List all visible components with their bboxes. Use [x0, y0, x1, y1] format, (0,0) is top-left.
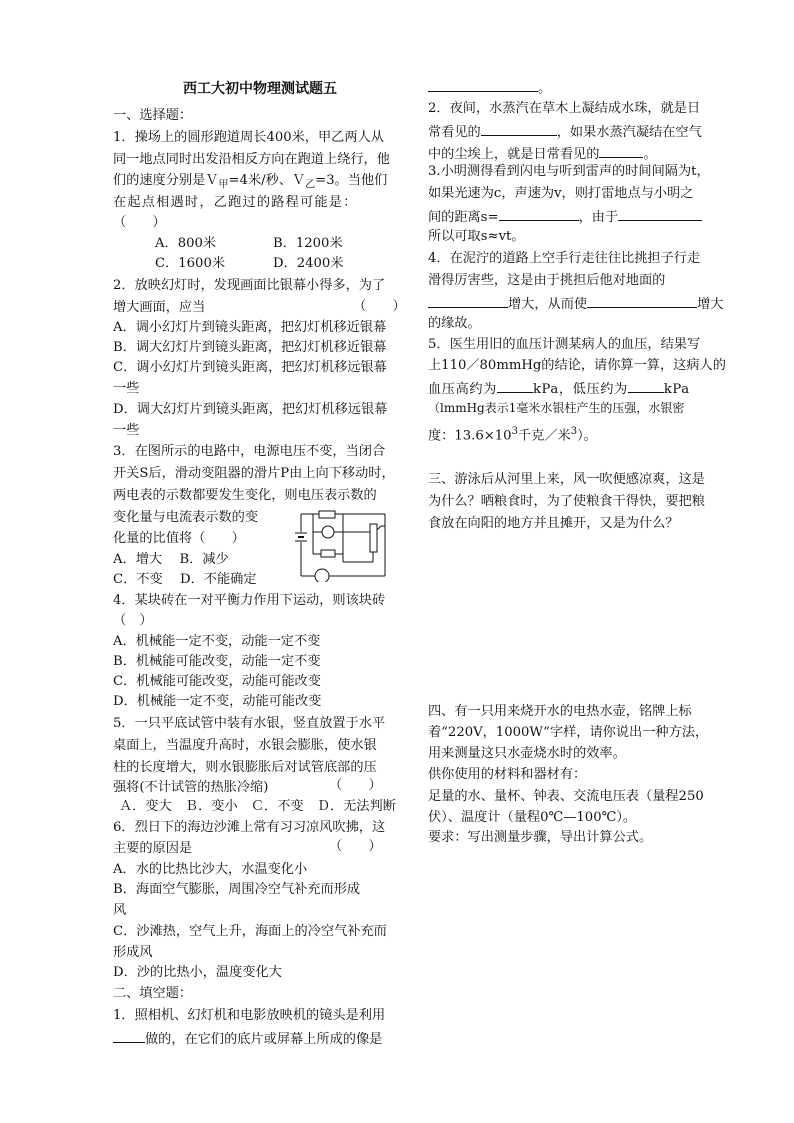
fill-q5-line: 度：$13.6\times 10^3$千克／米$^3$）。 [428, 426, 597, 444]
section-heading-choice: 一、选择题： [113, 108, 193, 123]
section4-line: 四、有一只用来烧开水的电热水壶，铭牌上标 [428, 704, 692, 719]
q2-option-d-cont: 一些 [113, 423, 140, 438]
q6-option-c: C．沙滩热，空气上升，海面上的冷空气补充而 [113, 924, 387, 939]
q3-line: 变化量与电流表示数的变 [113, 510, 259, 525]
section3-line: 为什么？晒粮食时，为了使粮食干得快，要把粮 [428, 494, 705, 509]
section-heading-fill: 二、填空题： [113, 986, 193, 1001]
fill-q2-line: 2．夜间，水蒸汽在草木上凝结成水珠，就是日 [428, 101, 701, 116]
blank-line [628, 379, 664, 393]
q2-line: 2．放映幻灯时，发现画面比银幕小得多，为了 [113, 278, 386, 293]
blank-line [587, 294, 697, 308]
section4-line: 足量的水、量杯、钟表、交流电压表（量程250 [428, 789, 704, 804]
fill-q3-line: 所以可取s≈vt。 [428, 229, 525, 244]
q4-option-d: D．机械能一定不变，动能可能改变 [113, 694, 322, 709]
fill-q4-line: 的缘故。 [428, 316, 481, 331]
section4-line: 伏）、温度计（量程0℃—100℃）。 [428, 810, 637, 825]
blank-line [499, 207, 579, 221]
q2-line: 增大画面，应当 [113, 300, 206, 315]
fill-q5-line: 血压高约为 kPa，低压约为 kPa [428, 379, 690, 399]
q5-options: Ａ．变大 Ｂ．变小 Ｃ．不变 Ｄ．无法判断 [119, 799, 396, 814]
q4-option-c: C．机械能可能改变，动能可能改变 [113, 674, 321, 689]
q2-option-b: B．调大幻灯片到镜头距离，把幻灯机移近银幕 [113, 340, 387, 355]
section4-line: 用来测量这只水壶烧水时的效率。 [428, 746, 626, 761]
q1-line: 同一地点同时出发沿相反方向在跑道上绕行，他 [113, 152, 390, 167]
fill-q4-line: 滑得厉害些，这是由于挑担后他对地面的 [428, 273, 666, 288]
q6-line: 6．烈日下的海边沙滩上常有习习凉风吹拂，这 [113, 820, 386, 835]
blank-line [428, 294, 508, 308]
fill-q2-line: 中的尘埃上，就是日常看见的 。 [428, 144, 657, 164]
section4-line: 要求：写出测量步骤，导出计算公式。 [428, 830, 653, 845]
blank-line [428, 78, 538, 92]
section4-line: 供你使用的材料和器材有： [428, 767, 587, 782]
q6-option-d: D．沙的比热小，温度变化大 [113, 965, 282, 980]
blank-line [497, 379, 533, 393]
q6-paren: （ ） [329, 839, 382, 854]
q6-option-c-cont: 形成风 [113, 945, 153, 960]
q1-option-b: B．1200米 [273, 236, 343, 251]
blank-line [618, 207, 702, 221]
q1-line: 在起点相遇时，乙跑过的路程可能是： [113, 195, 358, 210]
q4-line: 4．某块砖在一对平衡力作用下运动，则该块砖 [113, 593, 386, 608]
fill-q4-line: 4．在泥泞的道路上空手行走往往比挑担子行走 [428, 251, 701, 266]
q6-line: 主要的原因是 [113, 841, 193, 856]
q3-line: 化量的比值将（ ） [113, 531, 245, 546]
fill-q3-line: 3.小明测得看到闪电与听到雷声的时间间隔为t， [428, 164, 710, 179]
q1-line: 1．操场上的圆形跑道周长400米，甲乙两人从 [113, 130, 384, 145]
q4-option-a: A．机械能一定不变，动能一定不变 [113, 634, 321, 649]
q1-paren: （ ） [113, 215, 166, 230]
fill-q3-line: 间的距离s= ，由于 [428, 207, 702, 227]
ammeter-icon [315, 569, 329, 582]
q3-options-ab: A．增大 B．减少 [113, 552, 229, 567]
section3-line: 三、游泳后从河里上来，风一吹便感凉爽，这是 [428, 472, 705, 487]
q6-option-a: A．水的比热比沙大，水温变化小 [113, 862, 308, 877]
q5-line: 桌面上，当温度升高时，水银会膨胀，使水银 [113, 738, 377, 753]
q6-option-b: B．海面空气膨胀，周围冷空气补充而形成 [113, 882, 361, 897]
voltmeter-icon [322, 526, 334, 538]
q2-option-a: A．调小幻灯片到镜头距离，把幻灯机移近银幕 [113, 320, 387, 335]
section3-line: 食放在向阳的地方并且摊开，又是为什么？ [428, 516, 679, 531]
q5-line: 5．一只平底试管中装有水银，竖直放置于水平 [113, 716, 386, 731]
fill-q3-line: 如果光速为c，声速为v，则打雷地点与小明之 [428, 186, 694, 201]
q4-option-b: B．机械能可能改变，动能一定不变 [113, 654, 321, 669]
q2-paren: （ ） [353, 299, 406, 314]
q1-option-c: C．1600米 [155, 256, 226, 271]
fill-q5-line: 上110／80mmHg的结论，请你算一算，这病人的 [428, 358, 726, 373]
fill-q4-line: 增大，从而使 增大 [428, 294, 724, 314]
blank-line [481, 122, 557, 136]
page-title: 西工大初中物理测试题五 [183, 81, 337, 97]
q3-line: 两电表的示数都要发生变化，则电压表示数的 [113, 488, 377, 503]
blank-line [113, 1029, 145, 1043]
q3-line: 3．在图所示的电路中，电源电压不变，当闭合 [113, 444, 386, 459]
q3-options-cd: C．不变 D．不能确定 [113, 572, 257, 587]
q1-option-a: A．800米 [155, 236, 217, 251]
fill-q1-cont: 。 [428, 78, 551, 98]
q2-option-d: D．调大幻灯片到镜头距离，把幻灯机移远银幕 [113, 402, 388, 417]
q1-option-d: D．2400米 [273, 256, 344, 271]
q3-line: 开关S后，滑动变阻器的滑片P由上向下移动时， [113, 466, 395, 481]
q5-line: 柱的长度增大，则水银膨胀后对试管底部的压 [113, 760, 377, 775]
fill-q5-line: 5．医生用旧的血压计测某病人的血压，结果写 [428, 337, 701, 352]
fill-q1-line: 做的，在它们的底片或屏幕上所成的像是 [113, 1029, 382, 1049]
q6-option-b-cont: 风 [113, 903, 127, 918]
fill-q5-line: （lmmHg表示1毫米水银柱产生的压强，水银密 [428, 401, 685, 415]
blank-line [599, 144, 643, 158]
q5-paren: （ ） [329, 778, 382, 793]
q2-option-c-cont: 一些 [113, 381, 140, 396]
q2-option-c: C．调小幻灯片到镜头距离，把幻灯机移远银幕 [113, 360, 387, 375]
fill-q2-line: 常看见的 ，如果水蒸汽凝结在空气 [428, 122, 702, 142]
section4-line: 着“220V，1000W”字样，请你说出一种方法， [428, 725, 709, 740]
circuit-diagram [293, 502, 393, 582]
q5-line: 强将(不计试管的热胀冷缩) [113, 780, 269, 795]
q4-paren: （ ） [113, 613, 153, 628]
fill-q1-line: 1．照相机、幻灯机和电影放映机的镜头是利用 [113, 1008, 386, 1023]
q1-line: 们的速度分别是Ｖ$_甲$=4米/秒、Ｖ$_乙$=3。当他们 [113, 173, 388, 191]
